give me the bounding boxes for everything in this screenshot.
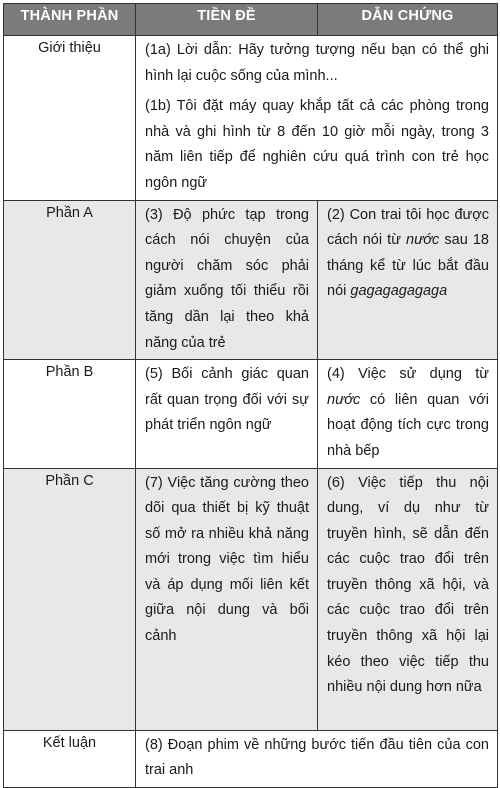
part-c-premise: (7) Việc tăng cường theo dõi qua thiết bị kỹ thuật số mở ra nhiều khả năng mới trong việc tìm hiểu và áp dụng mối liên kết giữa nội dung và bối cảnh — [136, 468, 318, 730]
part-a-evidence-word: nước — [406, 232, 440, 249]
conclusion-content: (8) Đoạn phim về những bước tiến đầu tiên của con trai anh — [136, 730, 498, 787]
conclusion-label: Kết luận — [4, 730, 136, 787]
part-a-premise: (3) Độ phức tạp trong cách nói chuyện của người chăm sóc phải giảm xuống tối thiểu rồi tăng dần lại theo khả năng của trẻ — [136, 200, 318, 360]
intro-paragraph-1a: (1a) Lời dẫn: Hãy tưởng tượng nếu bạn có thể ghi hình lại cuộc sống của mình... — [145, 42, 489, 84]
part-a-evidence-text-1: (2) Con trai tôi học được cách nói từ — [327, 206, 489, 249]
intro-paragraph-1b: (1b) Tôi đặt máy quay khắp tất cả các phòng trong nhà và ghi hình từ 8 đến 10 giờ mỗi ngày, trong 3 năm liên tiếp để nghiên cứu quá trình con trẻ học ngôn ngữ — [145, 98, 489, 191]
part-b-evidence-text-2: có liên quan với hoạt động tích cực trong nhà bếp — [327, 391, 489, 459]
part-b-label: Phần B — [4, 360, 136, 468]
part-b-premise: (5) Bối cảnh giác quan rất quan trọng đối với sự phát triển ngôn ngữ — [136, 360, 318, 468]
part-b-evidence-text-1: (4) Việc sử dụng từ — [327, 366, 489, 383]
header-component: THÀNH PHẦN — [4, 4, 136, 36]
part-a-label: Phần A — [4, 200, 136, 360]
speech-outline-table — [3, 3, 498, 788]
intro-content — [136, 36, 498, 201]
header-row — [4, 4, 498, 36]
row-part-b — [4, 360, 498, 468]
part-a-evidence-babble: gagagagagaga — [350, 283, 448, 300]
part-c-evidence: (6) Việc tiếp thu nội dung, ví dụ như từ truyền hình, sẽ dẫn đến các cuộc trao đổi trên truyền thông xã hội, và các cuộc trao đổi trên truyền thông xã hội lại kéo theo việc tiếp thu nhiều nội dung hơn nữa — [318, 468, 498, 730]
row-conclusion — [4, 730, 498, 787]
row-intro — [4, 36, 498, 201]
row-part-a — [4, 200, 498, 360]
part-c-label: Phần C — [4, 468, 136, 730]
header-evidence: DẪN CHỨNG — [318, 4, 498, 36]
part-b-evidence-word: nước — [327, 391, 361, 408]
intro-label: Giới thiệu — [4, 36, 136, 201]
part-a-evidence — [318, 200, 498, 360]
header-premise: TIỀN ĐỀ — [136, 4, 318, 36]
part-b-evidence — [318, 360, 498, 468]
part-a-evidence-text-2: sau 18 tháng kể từ lúc bắt đầu nói — [327, 232, 489, 300]
row-part-c — [4, 468, 498, 730]
